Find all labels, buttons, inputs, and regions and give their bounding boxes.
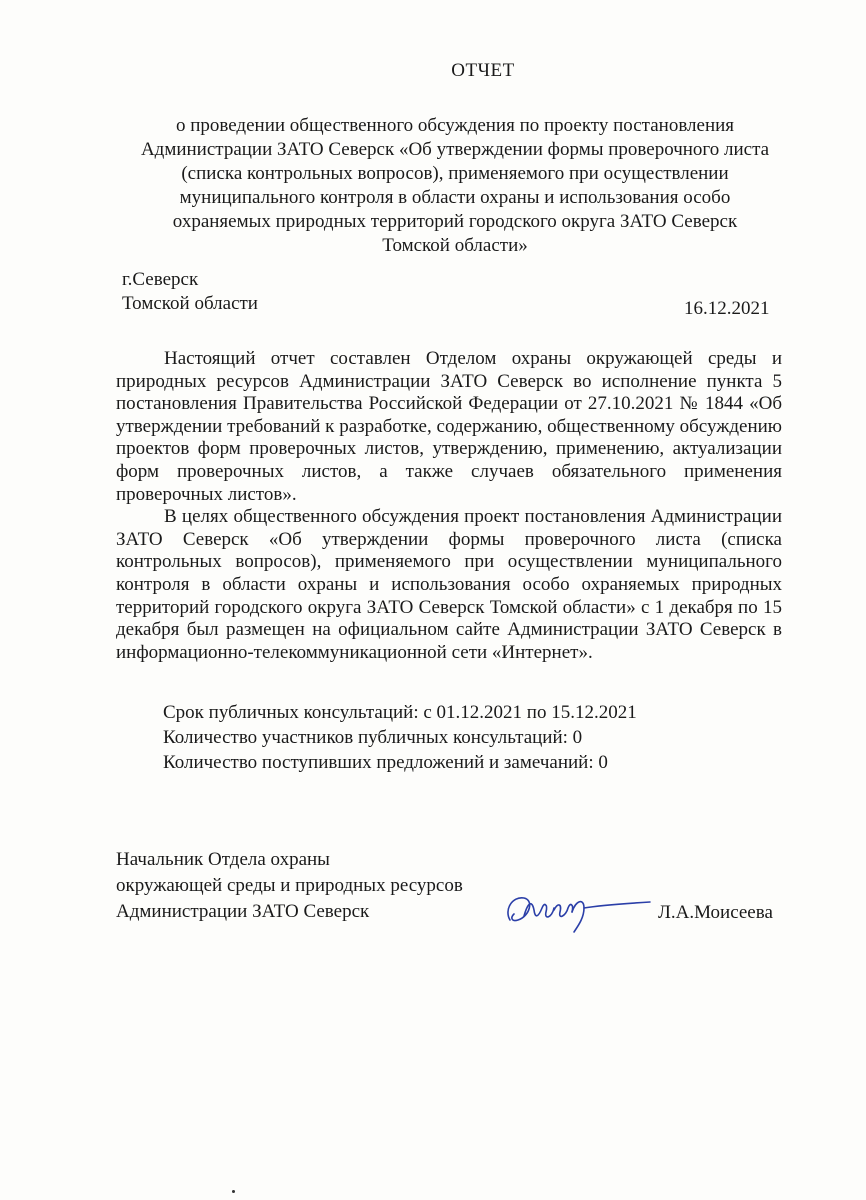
body-paragraph: В целях общественного обсуждения проект постановления Администрации ЗАТО Северск «Об утверждении формы проверочного листа (списка контрольных вопросов), применяемого при осуществлении муниципального контроля в области охраны и использования особо охраняемых природных территорий городского округа ЗАТО Северск Томской области» с 1 декабря по 15 декабря был размещен на официальном сайте Администрации ЗАТО Северск в информационно-телекоммуникационной сети «Интернет». (116, 506, 782, 663)
subject-line: муниципального контроля в области охраны и использования особо (179, 187, 731, 208)
signer-position-line: Начальник Отдела охраны (116, 849, 330, 870)
subject-line: охраняемых природных территорий городского округа ЗАТО Северск (172, 211, 738, 232)
place-region: Томской области (122, 293, 258, 314)
signer-position (116, 847, 463, 925)
body-paragraph: Настоящий отчет составлен Отделом охраны окружающей среды и природных ресурсов Администрации ЗАТО Северск во исполнение пункта 5 постановления Правительства Российской Федерации от 27.10.2021 № 1844 «Об утверждении требований к разработке, содержанию, общественному обсуждению проектов форм проверочных листов, утверждению, применению, актуализации форм проверочных листов, а также случаев обязательного применения проверочных листов». (116, 348, 782, 505)
document-body (116, 348, 782, 664)
signature-strokes (508, 898, 650, 932)
document-subject (110, 114, 800, 258)
document-place (122, 268, 258, 316)
signer-position-line: Администрации ЗАТО Северск (116, 901, 370, 922)
participants-count: Количество участников публичных консультаций: 0 (163, 727, 583, 748)
place-city: г.Северск (122, 269, 199, 290)
subject-line: Администрации ЗАТО Северск «Об утверждении формы проверочного листа (140, 139, 770, 160)
document-date: 16.12.2021 (684, 298, 770, 319)
subject-line: (списка контрольных вопросов), применяемого при осуществлении (181, 163, 729, 184)
subject-line: Томской области» (382, 235, 528, 256)
proposals-count: Количество поступивших предложений и замечаний: 0 (163, 752, 608, 773)
consultation-stats (163, 700, 637, 775)
signer-position-line: окружающей среды и природных ресурсов (116, 875, 463, 896)
scan-speck (232, 1190, 235, 1193)
subject-line: о проведении общественного обсуждения по проекту постановления (175, 115, 735, 136)
handwritten-signature (500, 880, 660, 940)
document-title: ОТЧЕТ (451, 60, 515, 81)
signer-name: Л.А.Моисеева (658, 902, 773, 923)
consultation-period: Срок публичных консультаций: с 01.12.2021 по 15.12.2021 (163, 702, 637, 723)
